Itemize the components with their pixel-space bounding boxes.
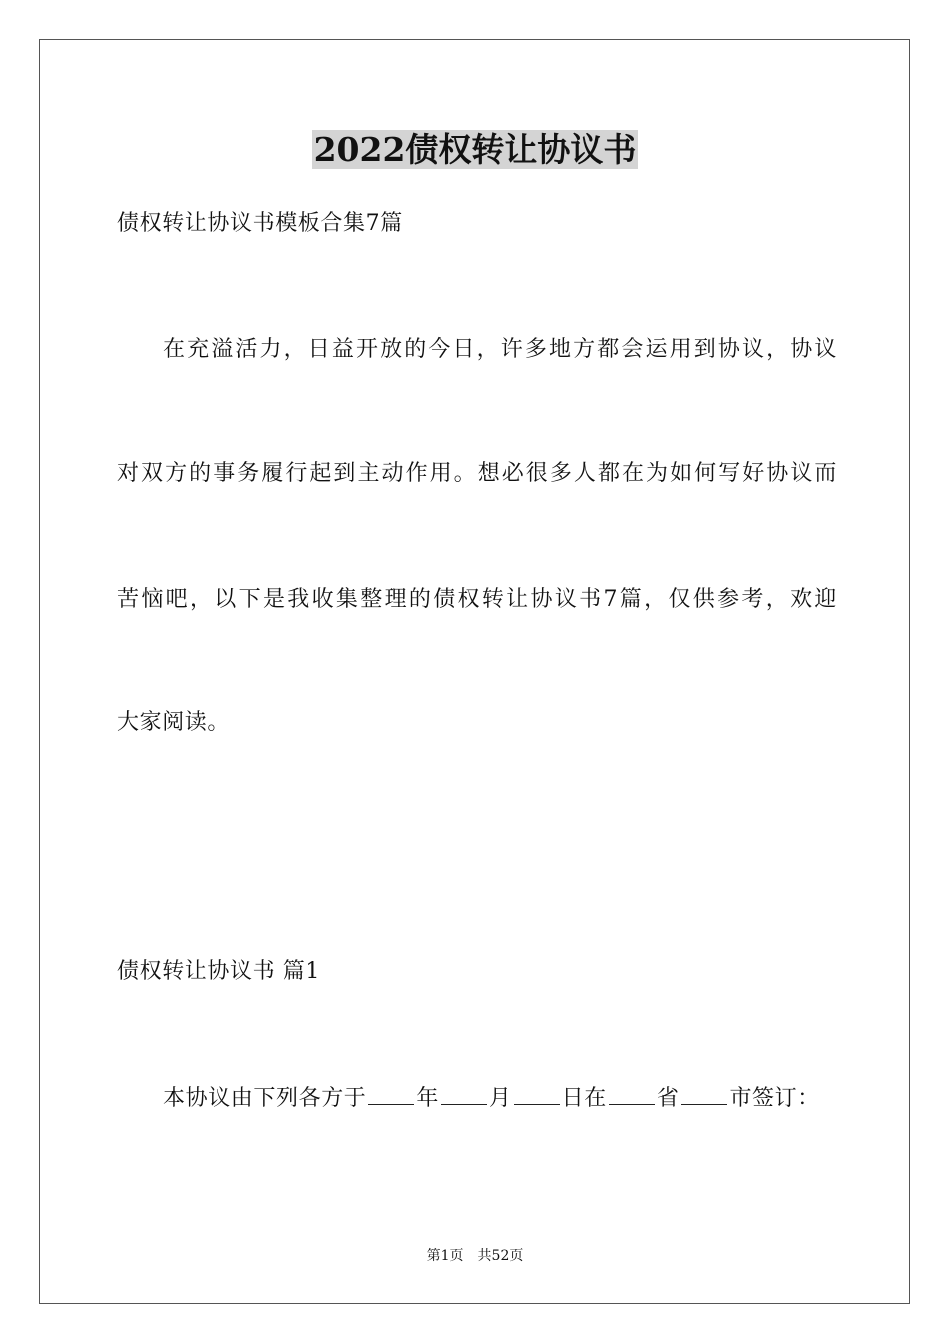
section-heading: 债权转让协议书 篇1 bbox=[117, 959, 320, 984]
document-title-text: 2022债权转让协议书 bbox=[313, 130, 637, 169]
day-at-label: 日在 bbox=[561, 1086, 607, 1111]
total-pages: 共52页 bbox=[477, 1248, 524, 1264]
page-footer bbox=[0, 1246, 950, 1266]
day-blank bbox=[514, 1082, 560, 1105]
month-blank bbox=[441, 1082, 487, 1105]
intro-line-3: 苦恼吧，以下是我收集整理的债权转让协议书7篇，仅供参考，欢迎 bbox=[117, 587, 837, 612]
intro-line-4: 大家阅读。 bbox=[117, 710, 231, 735]
agreement-prefix: 本协议由下列各方于 bbox=[163, 1086, 367, 1111]
document-subtitle: 债权转让协议书模板合集7篇 bbox=[117, 211, 403, 236]
document-title bbox=[0, 128, 950, 172]
province-label: 省 bbox=[656, 1086, 680, 1111]
month-label: 月 bbox=[489, 1086, 512, 1111]
agreement-line bbox=[163, 1082, 837, 1114]
intro-line-2: 对双方的事务履行起到主动作用。想必很多人都在为如何写好协议而 bbox=[117, 461, 837, 486]
city-signed-label: 市签订： bbox=[729, 1086, 820, 1111]
year-label: 年 bbox=[416, 1086, 440, 1111]
intro-line-1: 在充溢活力，日益开放的今日，许多地方都会运用到协议，协议 bbox=[163, 337, 837, 362]
province-blank bbox=[609, 1082, 655, 1105]
year-blank bbox=[368, 1082, 414, 1105]
city-blank bbox=[681, 1082, 727, 1105]
current-page: 第1页 bbox=[426, 1248, 464, 1264]
